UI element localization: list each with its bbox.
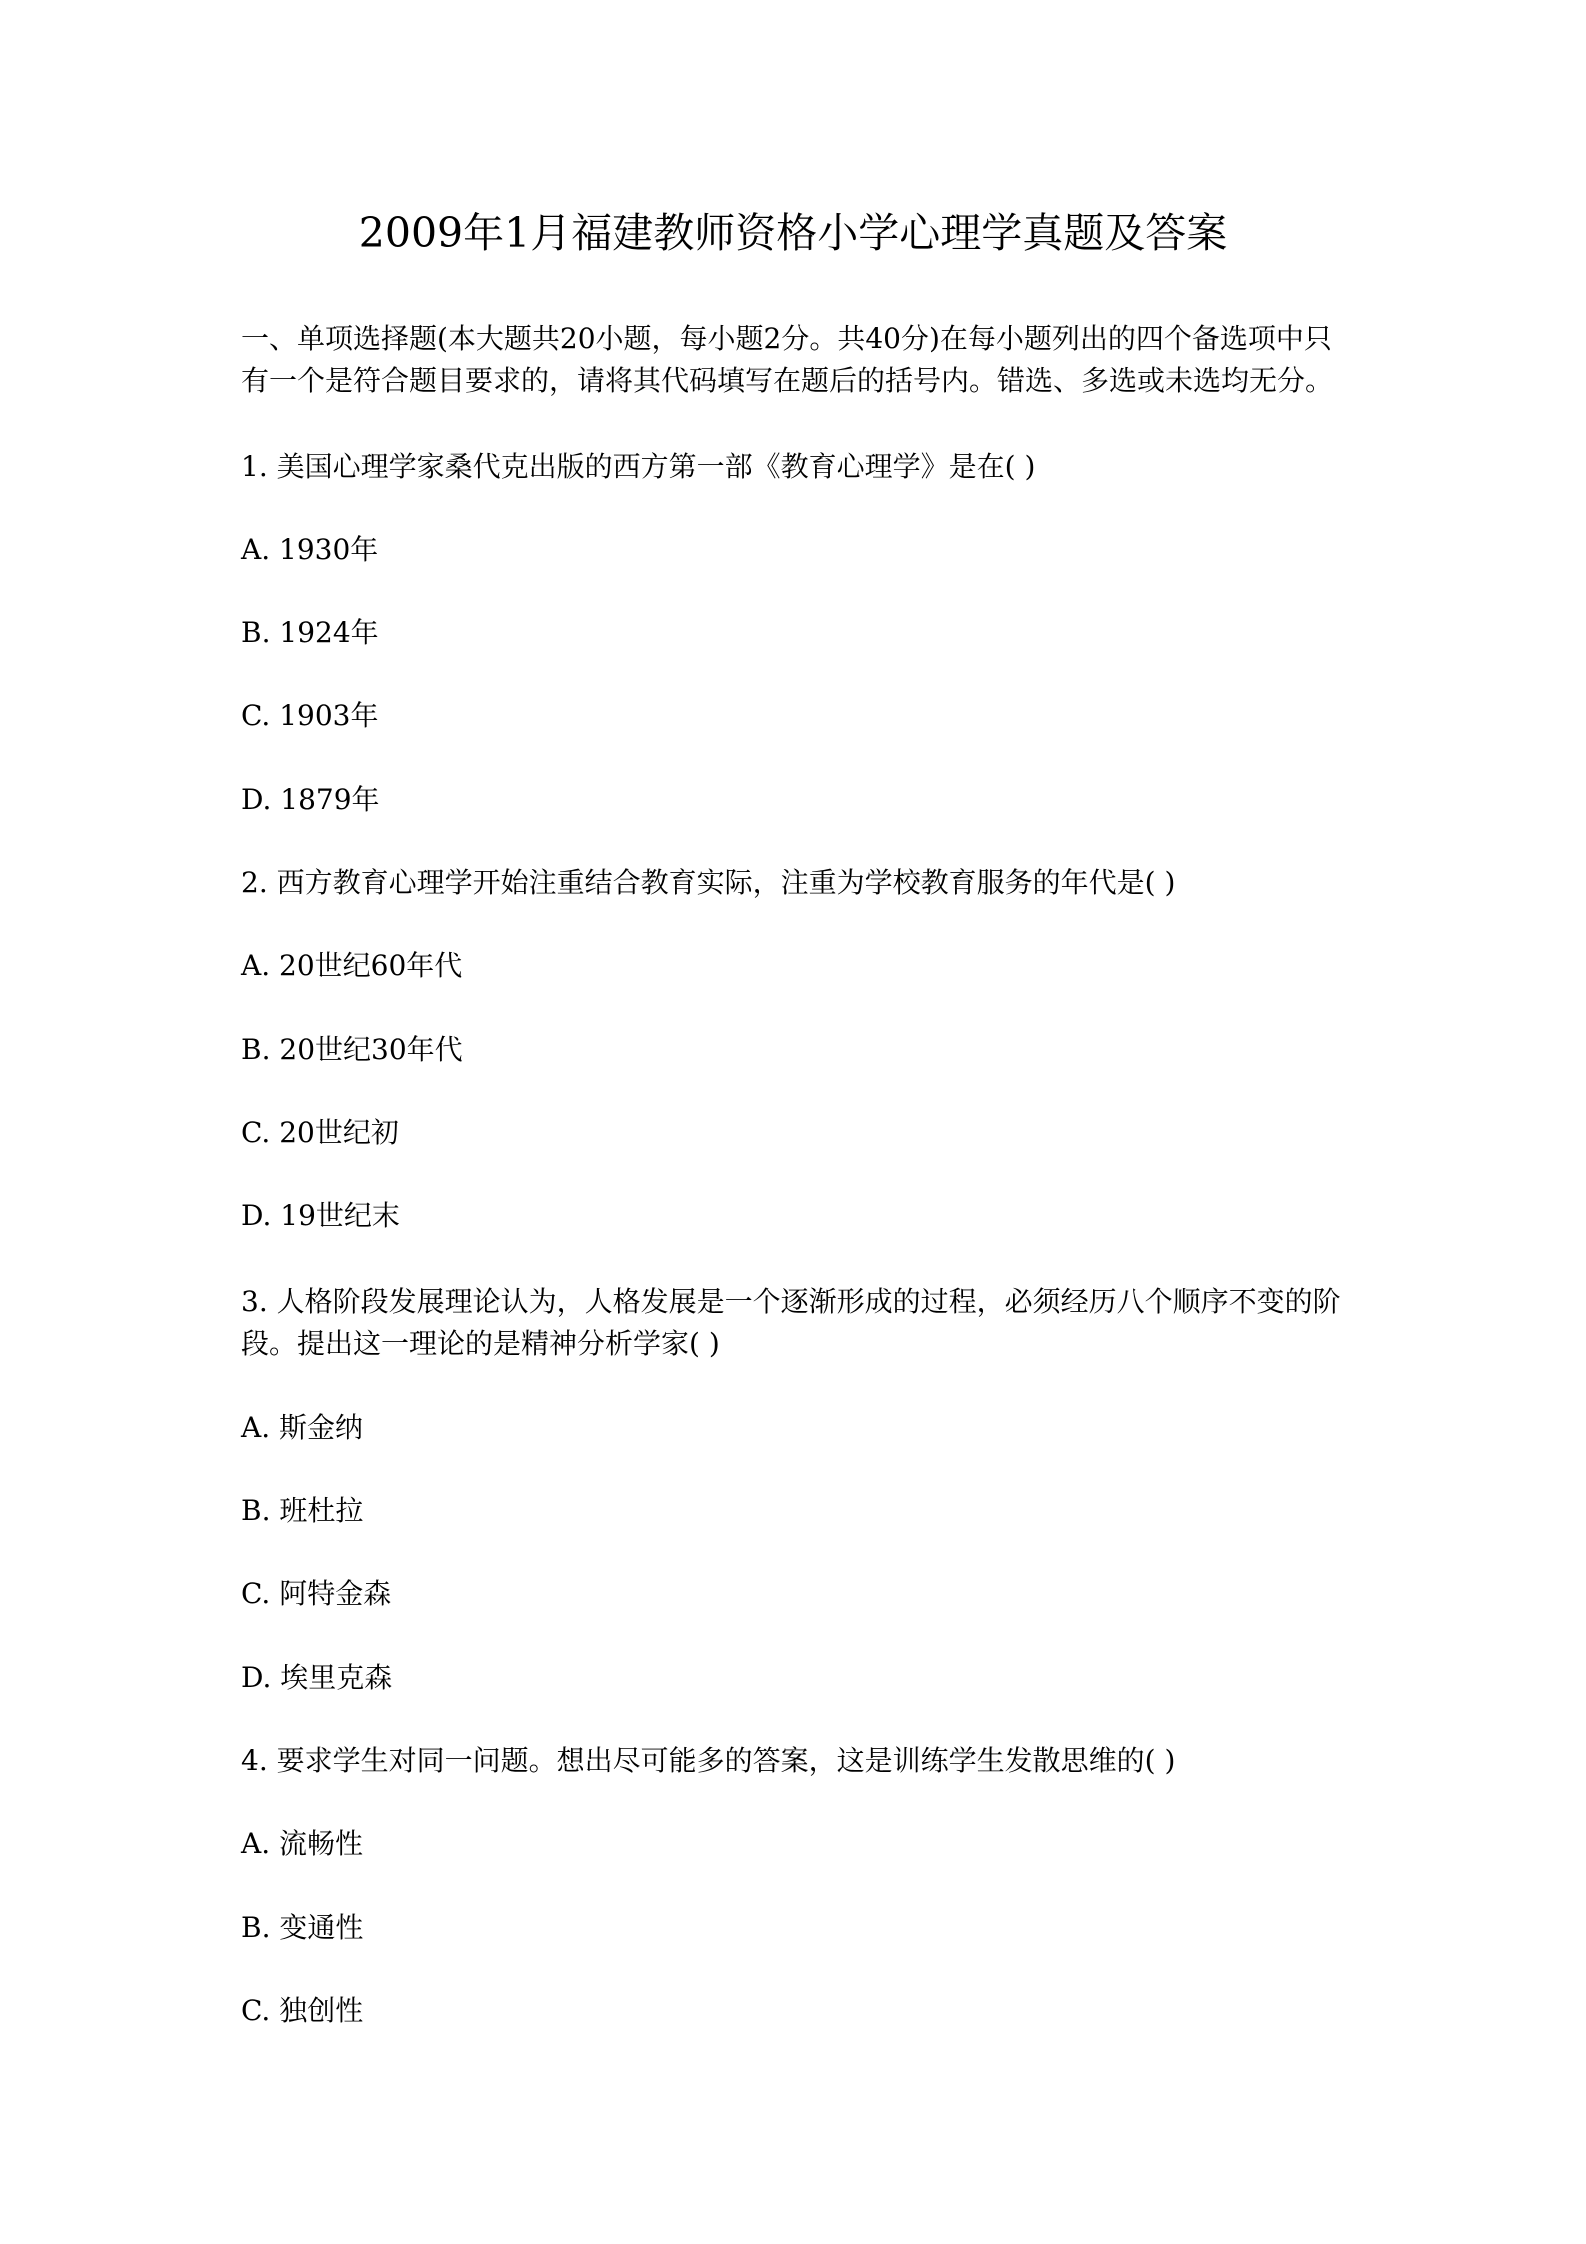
question-3-option-b: B. 班杜拉 xyxy=(241,1494,364,1527)
question-3-option-a: A. 斯金纳 xyxy=(241,1411,364,1444)
question-1-stem: 1. 美国心理学家桑代克出版的西方第一部《教育心理学》是在( ) xyxy=(241,450,1036,483)
section-instructions-line-1: 一、单项选择题(本大题共20小题，每小题2分。共40分)在每小题列出的四个备选项中只 xyxy=(241,322,1332,355)
question-2-stem: 2. 西方教育心理学开始注重结合教育实际，注重为学校教育服务的年代是( ) xyxy=(241,866,1176,899)
question-1-option-c: C. 1903年 xyxy=(241,699,379,732)
question-2-option-c: C. 20世纪初 xyxy=(241,1116,399,1149)
question-2-option-b: B. 20世纪30年代 xyxy=(241,1033,463,1066)
question-3-option-c: C. 阿特金森 xyxy=(241,1577,392,1610)
question-4-option-a: A. 流畅性 xyxy=(241,1827,364,1860)
section-instructions-line-2: 有一个是符合题目要求的，请将其代码填写在题后的括号内。错选、多选或未选均无分。 xyxy=(241,364,1334,397)
question-1-option-a: A. 1930年 xyxy=(241,533,379,566)
question-3-option-d: D. 埃里克森 xyxy=(241,1661,393,1694)
question-3-stem xyxy=(241,1281,1361,1365)
question-4-option-b: B. 变通性 xyxy=(241,1911,364,1944)
document-title: 2009年1月福建教师资格小学心理学真题及答案 xyxy=(358,209,1228,257)
question-1-option-d: D. 1879年 xyxy=(241,783,380,816)
question-2-option-a: A. 20世纪60年代 xyxy=(241,949,463,982)
question-4-option-c: C. 独创性 xyxy=(241,1994,364,2027)
question-2-option-d: D. 19世纪末 xyxy=(241,1199,400,1232)
question-1-option-b: B. 1924年 xyxy=(241,616,379,649)
section-instructions xyxy=(241,318,1361,402)
question-4-stem: 4. 要求学生对同一问题。想出尽可能多的答案，这是训练学生发散思维的( ) xyxy=(241,1744,1176,1777)
question-3-stem-line-2: 段。提出这一理论的是精神分析学家( ) xyxy=(241,1327,720,1360)
question-3-stem-line-1: 3. 人格阶段发展理论认为，人格发展是一个逐渐形成的过程，必须经历八个顺序不变的阶 xyxy=(241,1285,1341,1318)
